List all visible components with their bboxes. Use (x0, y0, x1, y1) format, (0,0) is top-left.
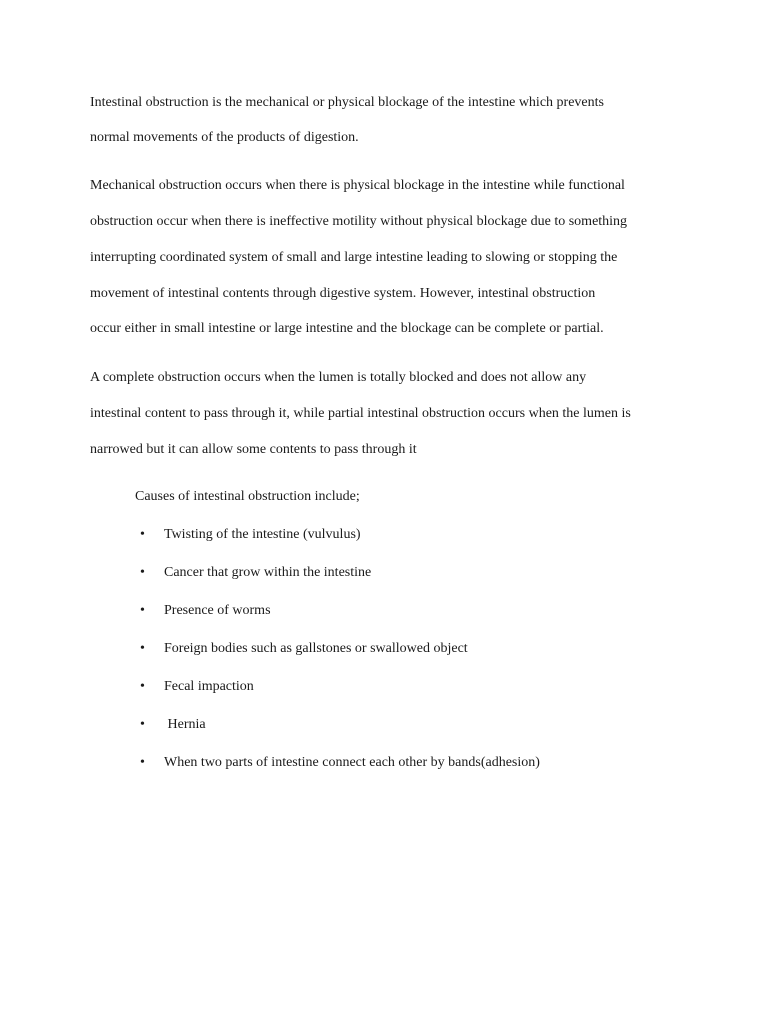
paragraph-line: movement of intestinal contents through digestive system. However, intestinal obstruction (90, 286, 596, 301)
paragraph-line: occur either in small intestine or large intestine and the blockage can be complete or partial. (90, 321, 604, 336)
bullet-icon: • (140, 641, 145, 656)
causes-intro: Causes of intestinal obstruction include; (135, 489, 360, 504)
list-item-text: Hernia (164, 717, 206, 732)
paragraph-line: normal movements of the products of digestion. (90, 130, 359, 145)
list-item-text: Twisting of the intestine (vulvulus) (164, 527, 361, 542)
list-item-text: Foreign bodies such as gallstones or swallowed object (164, 641, 468, 656)
paragraph-line: Intestinal obstruction is the mechanical or physical blockage of the intestine which prevents (90, 95, 604, 110)
bullet-icon: • (140, 755, 145, 770)
bullet-icon: • (140, 565, 145, 580)
paragraph-line: interrupting coordinated system of small and large intestine leading to slowing or stopping the (90, 250, 618, 265)
list-item-text: When two parts of intestine connect each other by bands(adhesion) (164, 755, 540, 770)
paragraph-line: narrowed but it can allow some contents to pass through it (90, 442, 417, 457)
list-item-text: Presence of worms (164, 603, 271, 618)
list-item-text: Cancer that grow within the intestine (164, 565, 372, 580)
list-item-text: Fecal impaction (164, 679, 254, 694)
bullet-icon: • (140, 527, 145, 542)
bullet-icon: • (140, 717, 145, 732)
paragraph-line: intestinal content to pass through it, while partial intestinal obstruction occurs when the lumen is (90, 406, 631, 421)
paragraph-line: A complete obstruction occurs when the lumen is totally blocked and does not allow any (90, 370, 587, 385)
bullet-icon: • (140, 603, 145, 618)
paragraph-line: Mechanical obstruction occurs when there is physical blockage in the intestine while functional (90, 178, 625, 193)
paragraph-line: obstruction occur when there is ineffective motility without physical blockage due to something (90, 214, 628, 229)
bullet-icon: • (140, 679, 145, 694)
